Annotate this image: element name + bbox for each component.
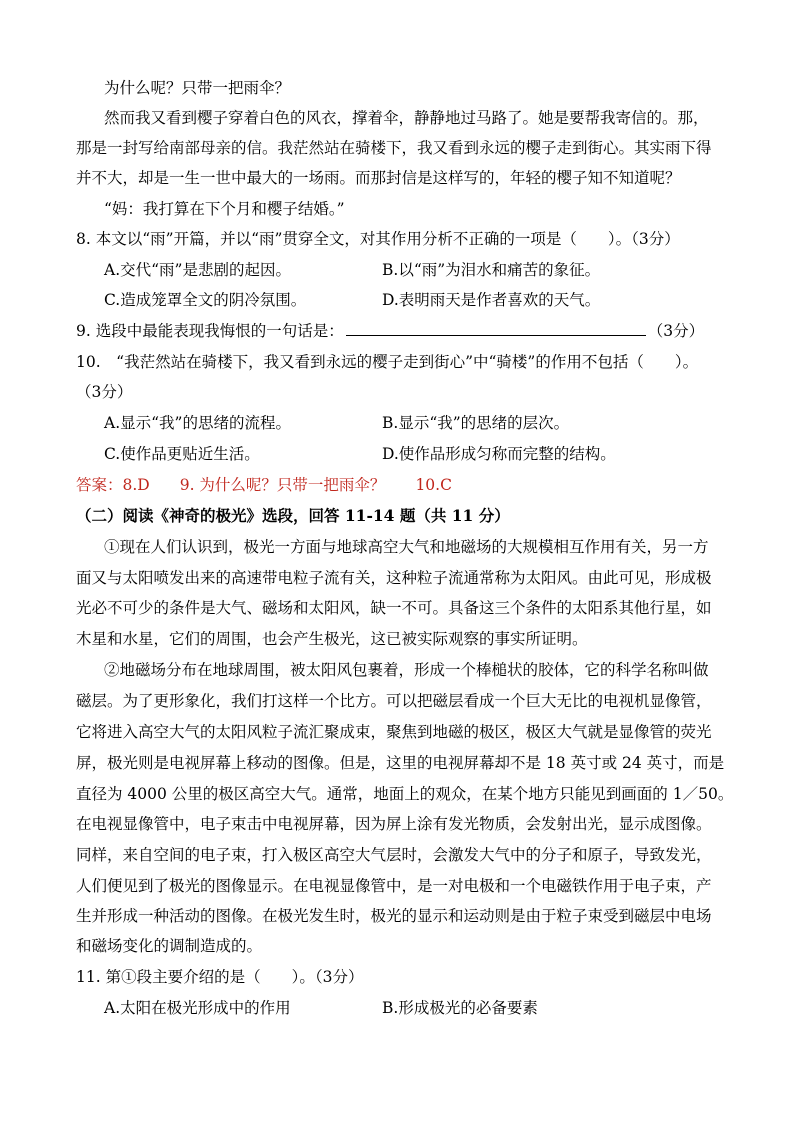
question-8-stem: 8. 本文以“雨”开篇，并以“雨”贯穿全文，对其作用分析不正确的一项是（ ）。（3分）: [76, 230, 680, 248]
question-8-options-row-2: [104, 290, 764, 310]
story-line: 然而我又看到樱子穿着白色的风衣，撑着伞，静静地过马路了。她是要帮我寄信的。那，: [104, 109, 709, 127]
paragraph-2-line: 它将进入高空大气的太阳风粒子流汇聚成束，聚焦到地磁的极区，极区大气就是显像管的荧光: [76, 723, 712, 741]
section-heading: （二）阅读《神奇的极光》选段，回答 11-14 题（共 11 分）: [76, 506, 510, 525]
option-11b: B.形成极光的必备要素: [382, 999, 538, 1017]
question-9-score: （3分）: [647, 322, 705, 340]
paragraph-1-line: 木星和水星，它们的周围，也会产生极光，这已被实际观察的事实所证明。: [76, 630, 588, 648]
question-9-stem: 9. 选段中最能表现我悔恨的一句话是：: [76, 322, 344, 340]
paragraph-1-line: 面又与太阳喷发出来的高速带电粒子流有关，这种粒子流通常称为太阳风。由此可见，形成极: [76, 569, 712, 587]
paragraph-2-line: 直径为 4000 公里的极区高空大气。通常，地面上的观众，在某个地方只能见到画面的 1／50。: [76, 785, 734, 803]
option-8c: C.造成笼罩全文的阴冷氛围。: [104, 291, 307, 309]
question-10-stem: 10. “我茫然站在骑楼下，我又看到永远的樱子走到街心”中“骑楼”的作用不包括（ ）。: [76, 353, 699, 371]
question-8-options-row-1: [104, 260, 764, 280]
paragraph-2-line: 同样，来自空间的电子束，打入极区高空大气层时，会激发大气中的分子和原子，导致发光，: [76, 846, 712, 864]
paragraph-2-line: 屏，极光则是电视屏幕上移动的图像。但是，这里的电视屏幕却不是 18 英寸或 24 英寸，而是: [76, 754, 725, 772]
question-10-score: （3分）: [76, 383, 133, 401]
story-line: 为什么呢？只带一把雨伞？: [104, 79, 291, 97]
paragraph-2-line: 人们便见到了极光的图像显示。在电视显像管中，是一对电极和一个电磁铁作用于电子束，产: [76, 877, 712, 895]
question-11-stem: 11. 第①段主要介绍的是（ ）。（3分）: [76, 968, 364, 986]
option-10d: D.使作品形成匀称而完整的结构。: [382, 445, 616, 463]
paragraph-2-line: ②地磁场分布在地球周围，被太阳风包裹着，形成一个棒槌状的胶体，它的科学名称叫做: [104, 661, 709, 679]
option-8d: D.表明雨天是作者喜欢的天气。: [382, 291, 601, 309]
question-9: [76, 321, 736, 341]
paragraph-2-line: 在电视显像管中，电子束击中电视屏幕，因为屏上涂有发光物质，会发射出光，显示成图像。: [76, 815, 712, 833]
answer-key: [76, 475, 736, 495]
story-line: 那是一封写给南部母亲的信。我茫然站在骑楼下，我又看到永远的樱子走到街心。其实雨下得: [76, 139, 712, 157]
paragraph-2-line: 生并形成一种活动的图像。在极光发生时，极光的显示和运动则是由于粒子束受到磁层中电场: [76, 907, 712, 925]
answer-label: 答案：8.D: [76, 476, 150, 494]
option-8b: B.以“雨”为泪水和痛苦的象征。: [382, 261, 601, 279]
option-8a: A.交代“雨”是悲剧的起因。: [104, 261, 291, 279]
question-10-options-row-1: [104, 413, 764, 433]
question-10-options-row-2: [104, 444, 764, 464]
question-11-options-row-1: [104, 998, 764, 1018]
paragraph-1-line: 光必不可少的条件是大气、磁场和太阳风，缺一不可。具备这三个条件的太阳系其他行星，如: [76, 599, 712, 617]
paragraph-2-line: 和磁场变化的调制造成的。: [76, 937, 263, 955]
answer-blank[interactable]: [346, 321, 646, 336]
story-line: 并不大，却是一生一世中最大的一场雨。而那封信是这样写的，年轻的樱子知不知道呢？: [76, 169, 681, 187]
option-10c: C.使作品更贴近生活。: [104, 445, 260, 463]
option-11a: A.太阳在极光形成中的作用: [104, 999, 291, 1017]
answer-9: 9. 为什么呢？只带一把雨伞？: [179, 476, 386, 494]
story-quote: “妈：我打算在下个月和樱子结婚。”: [104, 200, 345, 218]
answer-10: 10.C: [415, 476, 452, 494]
option-10a: A.显示“我”的思绪的流程。: [104, 414, 291, 432]
paragraph-2-line: 磁层。为了更形象化，我们打这样一个比方。可以把磁层看成一个巨大无比的电视机显像管，: [76, 692, 712, 710]
option-10b: B.显示“我”的思绪的层次。: [382, 414, 570, 432]
paragraph-1-line: ①现在人们认识到，极光一方面与地球高空大气和地磁场的大规模相互作用有关，另一方: [104, 538, 709, 556]
